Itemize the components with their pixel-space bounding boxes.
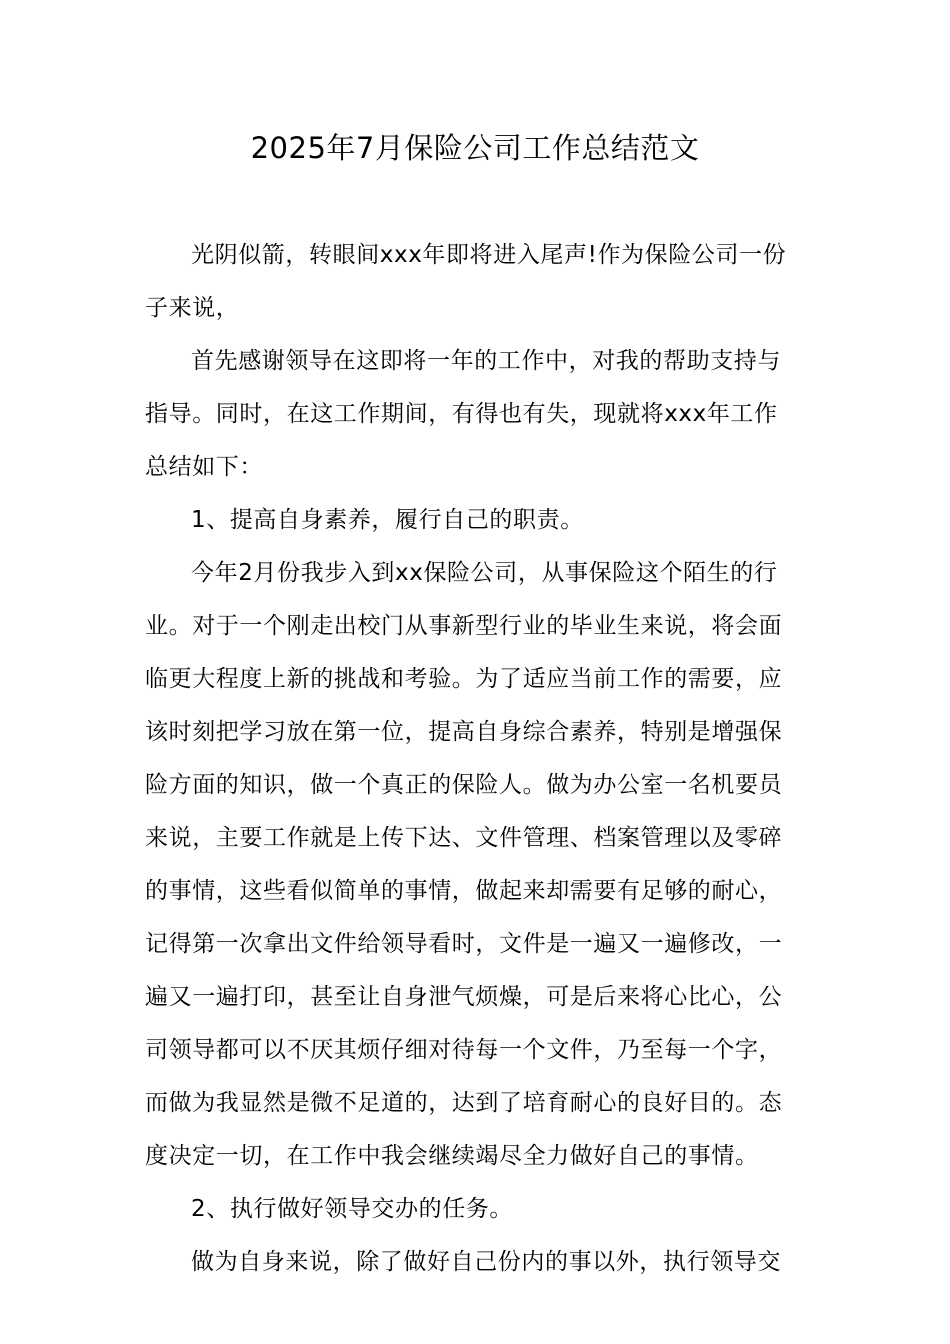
paragraph-line: 做为自身来说，除了做好自己份内的事以外，执行领导交 [191,1249,781,1275]
paragraph-line: 遍又一遍打印，甚至让自身泄气烦燥，可是后来将心比心，公 [145,984,783,1010]
section-heading: 1、提高自身素养，履行自己的职责。 [191,507,584,533]
paragraph-line: 司领导都可以不厌其烦仔细对待每一个文件，乃至每一个字， [145,1037,783,1063]
paragraph-line: 总结如下： [145,454,263,480]
paragraph-line: 而做为我显然是微不足道的，达到了培育耐心的良好目的。态 [145,1090,783,1116]
paragraph-line: 该时刻把学习放在第一位，提高自身综合素养，特别是增强保 [145,719,783,745]
paragraph-line: 子来说， [145,295,240,321]
paragraph-line: 光阴似箭，转眼间xxx年即将进入尾声!作为保险公司一份 [191,242,787,268]
section-heading: 2、执行做好领导交办的任务。 [191,1196,514,1222]
paragraph-line: 险方面的知识，做一个真正的保险人。做为办公室一名机要员 [145,772,783,798]
document-title: 2025年7月保险公司工作总结范文 [250,131,700,165]
paragraph-line: 度决定一切，在工作中我会继续竭尽全力做好自己的事情。 [145,1143,759,1169]
paragraph-line: 来说，主要工作就是上传下达、文件管理、档案管理以及零碎 [145,825,783,851]
paragraph-line: 今年2月份我步入到xx保险公司，从事保险这个陌生的行 [191,560,778,586]
paragraph-line: 指导。同时，在这工作期间，有得也有失，现就将xxx年工作 [145,401,778,427]
paragraph-line: 业。对于一个刚走出校门从事新型行业的毕业生来说，将会面 [145,613,783,639]
paragraph-line: 记得第一次拿出文件给领导看时，文件是一遍又一遍修改，一 [145,931,783,957]
paragraph-line: 的事情，这些看似简单的事情，做起来却需要有足够的耐心， [145,878,783,904]
paragraph-line: 临更大程度上新的挑战和考验。为了适应当前工作的需要，应 [145,666,783,692]
paragraph-line: 首先感谢领导在这即将一年的工作中，对我的帮助支持与 [191,348,781,374]
document-body [145,229,807,1289]
